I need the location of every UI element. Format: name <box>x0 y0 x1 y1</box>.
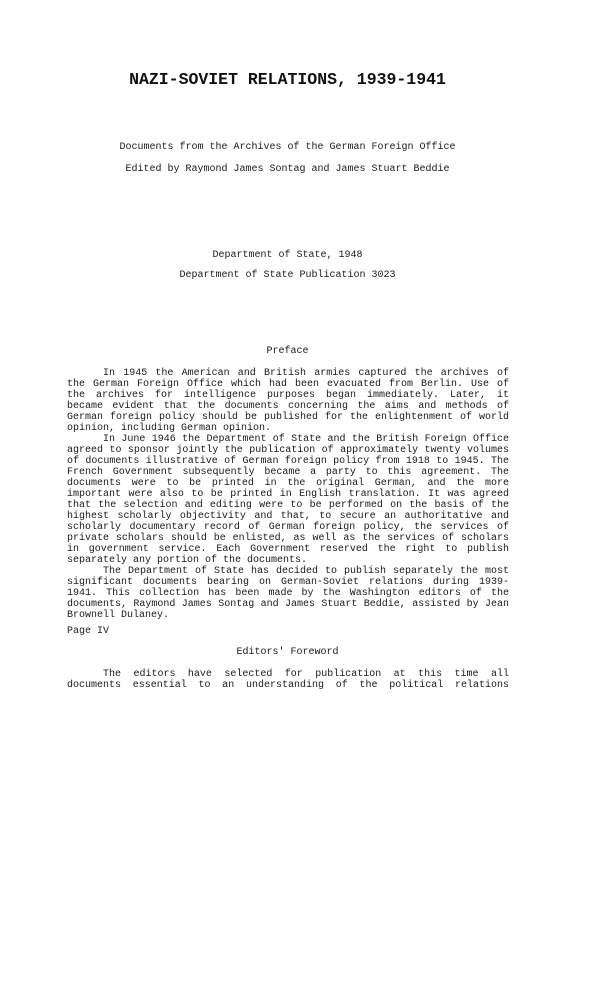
preface-paragraph: In June 1946 the Department of State and the British Foreign Office agreed to sponsor jointly the publication of approximately twenty volumes of documents illustrative of German foreign policy from 1918 to 1945. The French Government subsequently became a party to this agreement. The documents were to be printed in the original German, and the more important were also to be printed in English translation. It was agreed that the selection and editing were to be performed on the basis of the highest scholarly objectivity and that, to secure an authoritative and scholarly documentary record of German foreign policy, the services of private scholars should be enlisted, as well as the services of scholars in government service. Each Government reserved the right to publish separately any portion of the documents. <box>67 434 509 566</box>
document-subtitle: Documents from the Archives of the German Foreign Office <box>119 142 456 153</box>
preface-body <box>67 368 509 621</box>
preface-heading: Preface <box>266 346 309 357</box>
foreword-body <box>67 669 509 691</box>
editors-line: Edited by Raymond James Sontag and James Stuart Beddie <box>125 164 450 175</box>
document-title: NAZI-SOVIET RELATIONS, 1939-1941 <box>129 70 446 89</box>
foreword-heading: Editors' Foreword <box>236 647 339 658</box>
preface-paragraph: In 1945 the American and British armies captured the archives of the German Foreign Office which had been evacuated from Berlin. Use of the archives for intelligence purposes began immediately. Later, it became evident that the documents concerning the aims and methods of German foreign policy should be published for the enlightenment of world opinion, including German opinion. <box>67 368 509 434</box>
page-marker: Page IV <box>67 626 110 637</box>
foreword-paragraph: The editors have selected for publication at this time all documents essential to an understanding of the political relations <box>67 669 509 691</box>
publisher-line: Department of State, 1948 <box>212 250 363 261</box>
publication-number-line: Department of State Publication 3023 <box>179 270 396 281</box>
preface-paragraph: The Department of State has decided to publish separately the most significant documents bearing on German-Soviet relations during 1939-1941. This collection has been made by the Washington editors of the documents, Raymond James Sontag and James Stuart Beddie, assisted by Jean Brownell Dulaney. <box>67 566 509 621</box>
